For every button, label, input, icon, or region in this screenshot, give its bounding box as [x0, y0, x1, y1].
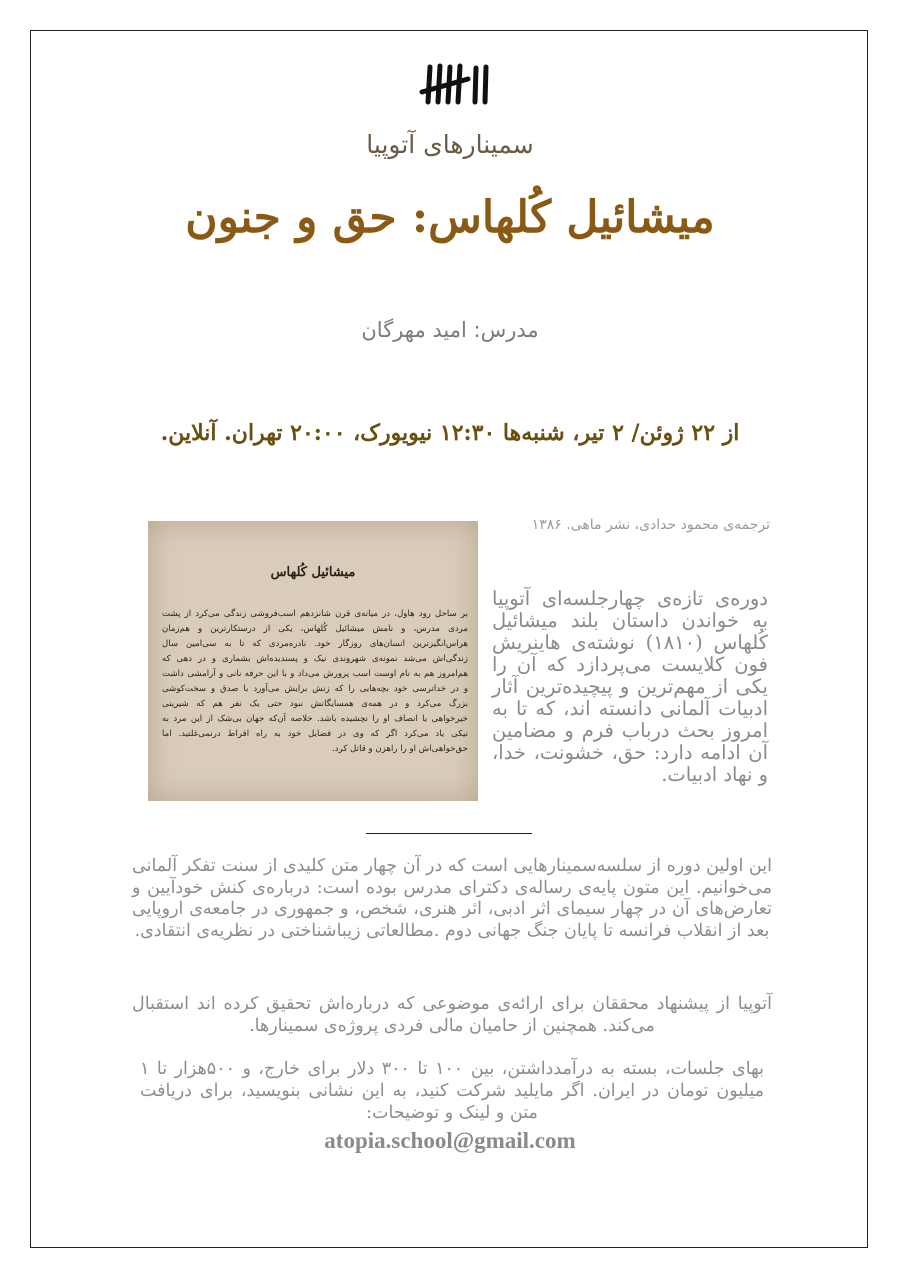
book-page-line: هراس‌انگیزترین انسان‌های روزگار خود. نادره‌مردی که تا به سی‌امین سال: [162, 639, 468, 649]
series-label: سمینارهای آتوپیا: [366, 130, 534, 159]
teacher-label: مدرس: امید مهرگان: [361, 318, 539, 342]
series-paragraph: این اولین دوره از سلسه‌سمینارهایی است که در آن چهار متن کلیدی از سنت تفکر آلمانی می‌خوانیم. این متون پایه‌ی رساله‌ی دکترای مدرس بوده است: درباره‌ی کنش خودآیین و تعارض‌های آن در چهار سیمای اثر ادبی، اثر هنری، شخص، و جمهوری در جامعه‌ی اروپایی بعد از انقلاب فرانسه تا پایان جنگ جهانی دوم .مطالعاتی زیباشناختی در نظریه‌ی انتقادی.: [132, 856, 772, 941]
book-page-line: بزرگ می‌کرد و در همه‌ی همسایگانش نبود حتی یک نفر هم که شیرینی: [162, 699, 468, 709]
book-page-line: مردی مدرس، و نامش میشائیل کُلهاس، یکی از درستکارترین و هم‌زمان: [162, 624, 468, 634]
translation-credit: ترجمه‌ی محمود حدادی، نشر ماهی. ۱۳۸۶: [531, 517, 770, 533]
book-page-line: هم‌امروز هم به نام اوست اسب پرورش می‌داد و با این حرفه نانی و آرامشی داشت: [162, 669, 468, 679]
fees-paragraph: بهای جلسات، بسته به درآمدداشتن، بین ۱۰۰ تا ۳۰۰ دلار برای خارج، و ۵۰۰هزار تا ۱ میلیون تومان در ایران. اگر مایلید شرکت کنید، به این نشانی بنویسید، برای دریافت متن و لینک و توضیحات:: [140, 1059, 764, 1123]
book-page-line: بر ساحل رود هاول، در میانه‌ی قرن شانزدهم اسب‌فروشی زندگی می‌کرد از پشت: [162, 609, 468, 619]
book-page-line: خیرخواهی یا انصاف او را نچشیده باشد. خلاصه آن‌که جهان بی‌شک از این مرد به: [162, 714, 468, 724]
page-title: میشائیل کُلهاس: حق و جنون: [185, 192, 715, 243]
book-page-line: حق‌خواهی‌اش او را راهزن و قاتل کرد.: [332, 744, 468, 754]
book-page-line: نیکی یاد می‌کرد اگر که وی در فضایل خود به راه افراط درنمی‌غلتید. اما: [162, 729, 468, 739]
book-page-line: و در خداترسی خود بچه‌هایی را که زنش برایش می‌آورد با صدق و سخت‌کوشی: [162, 684, 468, 694]
book-page-text: [162, 607, 468, 757]
call-for-proposals-paragraph: آتوپیا از پیشنهاد محققان برای ارائه‌ی موضوعی که درباره‌اش تحقیق کرده اند استقبال می‌کند. همچنین از حامیان مالی فردی پروژه‌ی سمینارها.: [132, 994, 772, 1036]
book-page-line: زندگی‌اش می‌شد نمونه‌ی شهروندی نیک و پسندیده‌اش بشماری و در دهی که: [162, 654, 468, 664]
course-description: دوره‌ی تازه‌ی چهارجلسه‌ای آتوپیا به خواندن داستان بلند میشائیل کُلهاس (۱۸۱۰) نوشته‌ی هاینریش فون کلایست می‌پردازد که آن را یکی از مهم‌ترین و پیچیده‌ترین آثار ادبیات آلمانی دانسته اند، که تا به امروز بحث درباب فرم و مضامین آن ادامه دارد: حق، خشونت، خدا، و نهاد ادبیات.: [492, 587, 768, 786]
tally-marks-logo-icon: [418, 62, 496, 106]
book-page-photo: [148, 521, 478, 801]
book-page-title: میشائیل کُلهاس: [270, 565, 356, 580]
contact-email[interactable]: atopia.school@gmail.com: [324, 1128, 576, 1153]
section-divider: [366, 833, 532, 834]
schedule-text: از ۲۲ ژوئن/ ۲ تیر، شنبه‌ها ۱۲:۳۰ نیویورک، ۲۰:۰۰ تهران. آنلاین.: [160, 420, 740, 446]
